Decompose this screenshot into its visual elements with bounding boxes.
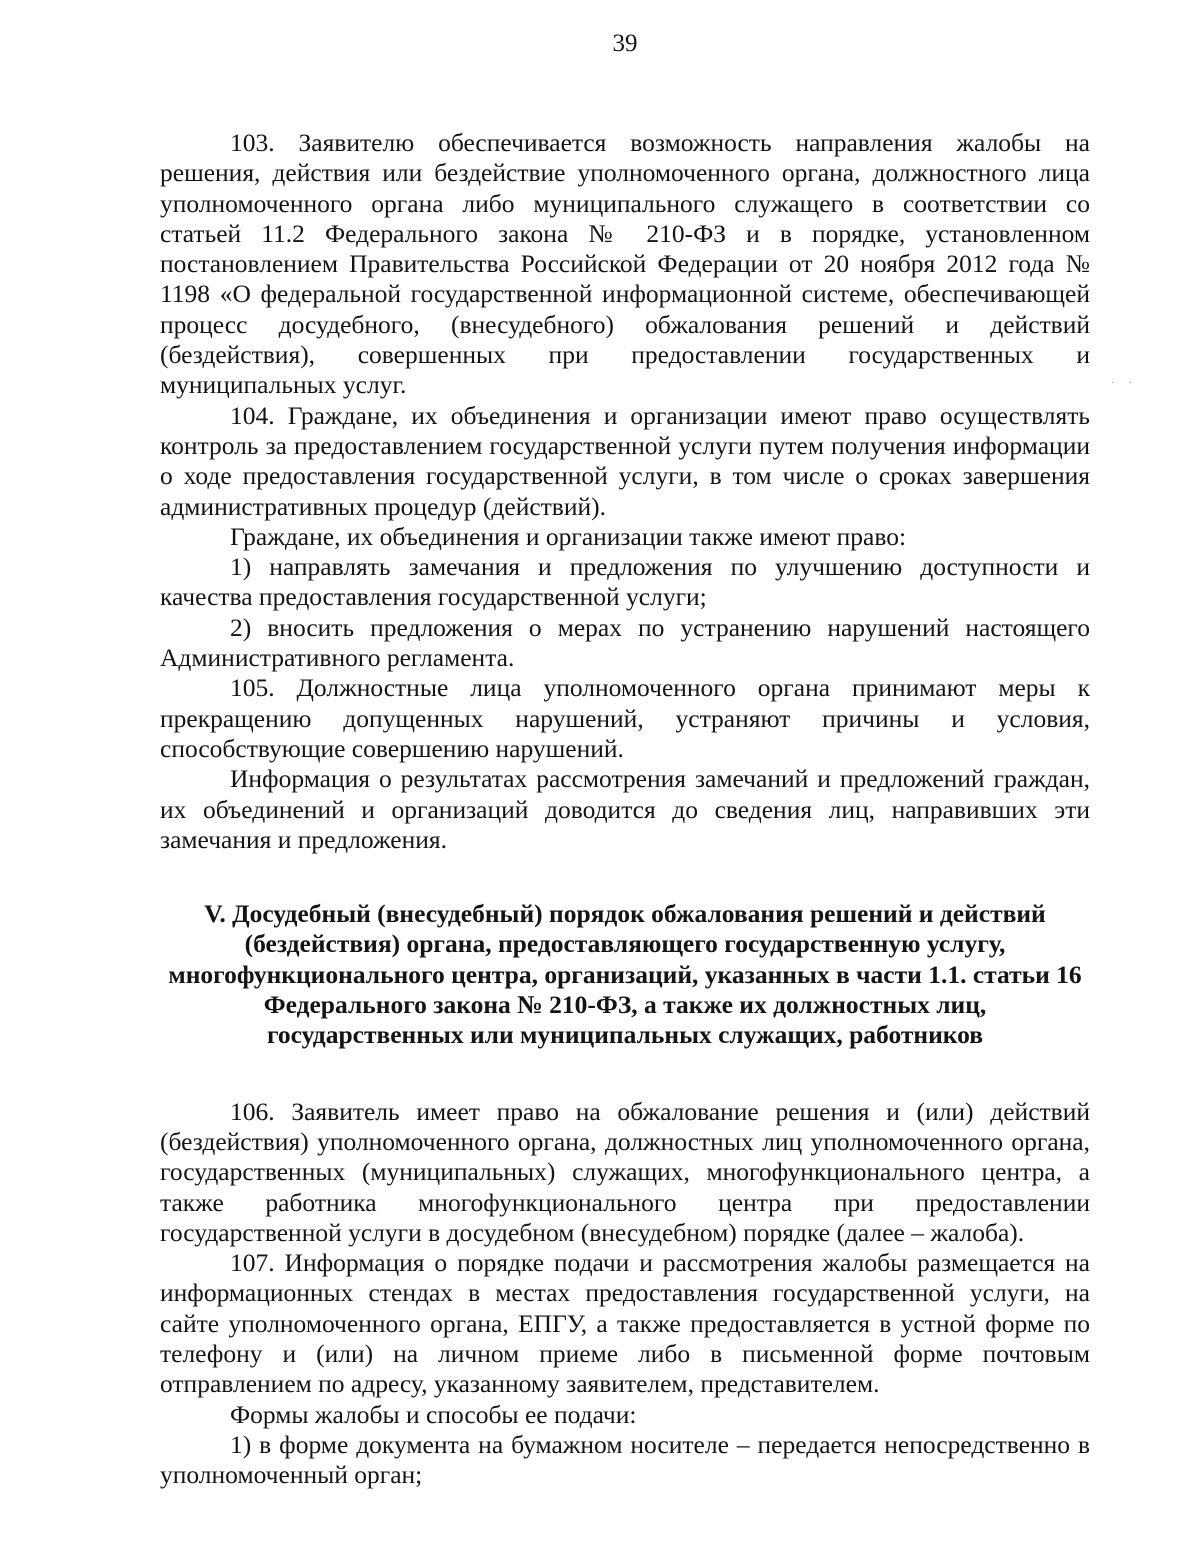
section-after-heading bbox=[160, 1097, 1090, 1491]
paragraph-106: 106. Заявитель имеет право на обжалование решения и (или) действий (бездействия) уполномоченного органа, должностных лиц уполномоченного органа, государственных (муниципальных) служащих, многофункционального центра, а также работника многофункционального центра при предоставлении государственной услуги в досудебном (внесудебном) порядке (далее – жалоба). bbox=[160, 1096, 1090, 1247]
paragraph-104: 104. Граждане, их объединения и организации имеют право осуществлять контроль за предоставлением государственной услуги путем получения информации о ходе предоставления государственной услуги, в том числе о сроках завершения административных процедур (действий). bbox=[160, 400, 1090, 521]
paragraph-right-2: 2) вносить предложения о мерах по устранению нарушений настоящего Административного регламента. bbox=[160, 612, 1090, 673]
paragraph-105: 105. Должностные лица уполномоченного органа принимают меры к прекращению допущенных нарушений, устраняют причины и условия, способствующие совершению нарушений. bbox=[160, 673, 1090, 763]
paragraph-results-info: Информация о результатах рассмотрения замечаний и предложений граждан, их объединений и организаций доводится до сведения лиц, направивших эти замечания и предложения. bbox=[160, 764, 1090, 854]
paragraph-103: 103. Заявителю обеспечивается возможность направления жалобы на решения, действия или бездействие уполномоченного органа, должностного лица уполномоченного органа либо муниципального служащего в соответствии со статьей 11.2 Федерального закона № 210-ФЗ и в порядке, установленном постановлением Правительства Российской Федерации от 20 ноября 2012 года № 1198 «О федеральной государственной информационной системе, обеспечивающей процесс досудебного, (внесудебного) обжалования решений и действий (бездействия), совершенных при предоставлении государственных и муниципальных услуг. bbox=[160, 128, 1090, 400]
heading-line: Федерального закона № 210-ФЗ, а также их должностных лиц, bbox=[263, 990, 987, 1020]
scan-specks: · · bbox=[1110, 378, 1138, 389]
paragraph-right-1: 1) направлять замечания и предложения по улучшению доступности и качества предоставления государственной услуги; bbox=[160, 552, 1090, 612]
heading-line: государственных или муниципальных служащих, работников bbox=[266, 1020, 984, 1050]
heading-line: (бездействия) органа, предоставляющего государственную услугу, bbox=[244, 929, 1006, 959]
paragraph-citizens-rights: Граждане, их объединения и организации также имеют право: bbox=[230, 521, 907, 551]
page-number: 39 bbox=[612, 30, 638, 57]
paragraph-107: 107. Информация о порядке подачи и рассмотрения жалобы размещается на информационных стендах в местах предоставления государственной услуги, на сайте уполномоченного органа, ЕПГУ, а также предоставляется в устной форме по телефону и (или) на личном приеме либо в письменной форме почтовым отправлением по адресу, указанному заявителем, представителем. bbox=[160, 1248, 1090, 1399]
heading-line: многофункционального центра, организаций, указанных в части 1.1. статьи 16 bbox=[168, 959, 1082, 989]
document-body bbox=[160, 128, 1090, 1490]
paragraph-complaint-forms: Формы жалобы и способы ее подачи: bbox=[230, 1399, 637, 1429]
section-v-heading bbox=[160, 899, 1090, 1050]
paragraph-form-1: 1) в форме документа на бумажном носителе – передается непосредственно в уполномоченный орган; bbox=[160, 1429, 1090, 1490]
section-before-heading bbox=[160, 128, 1090, 855]
heading-line: V. Досудебный (внесудебный) порядок обжалования решений и действий bbox=[204, 899, 1046, 929]
